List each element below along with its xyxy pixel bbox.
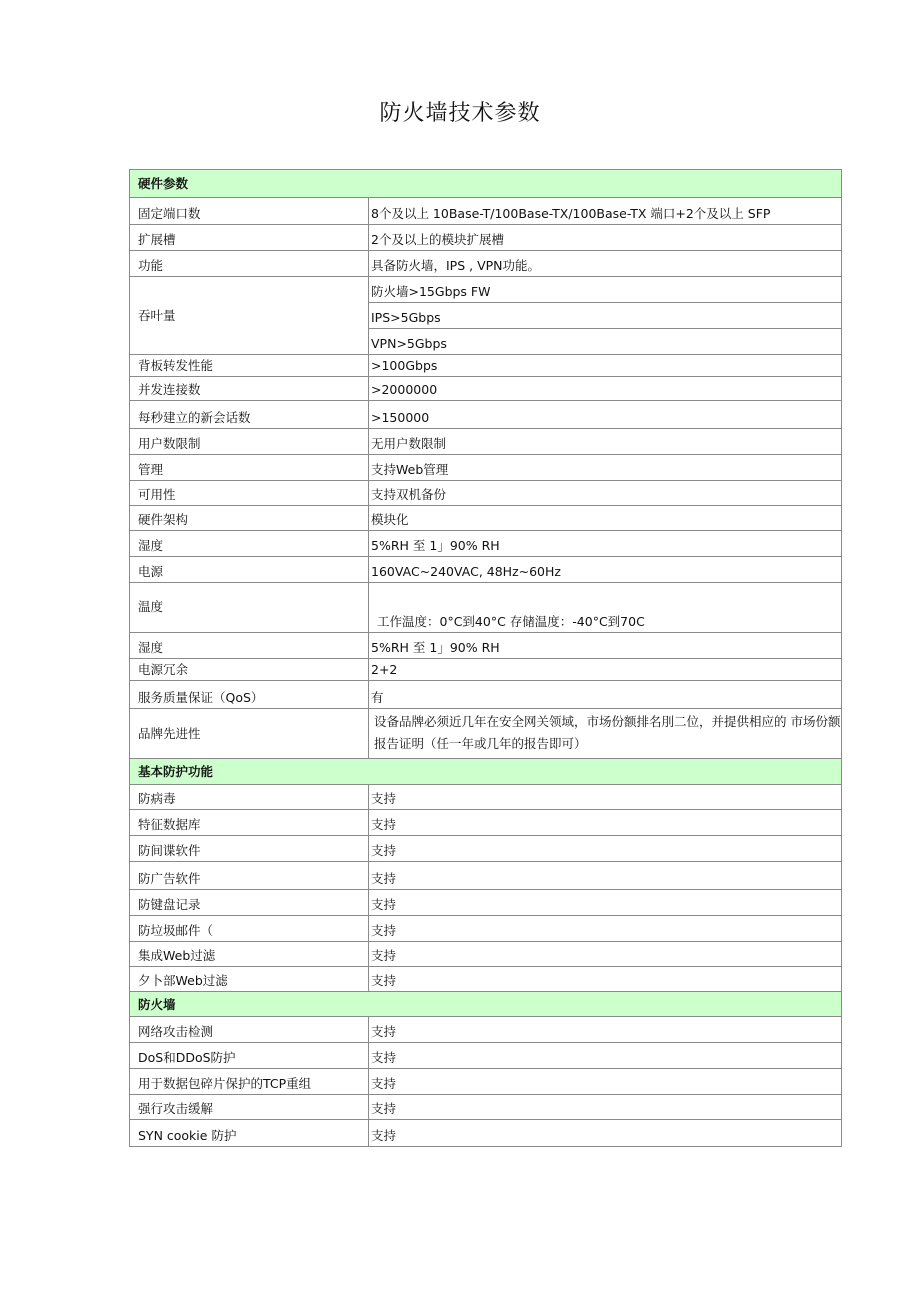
table-row bbox=[130, 916, 842, 942]
param-name: 每秒建立的新会话数 bbox=[130, 401, 369, 429]
table-row bbox=[130, 377, 842, 401]
param-value: >2000000 bbox=[369, 377, 842, 401]
param-value: 支持 bbox=[369, 916, 842, 942]
table-row bbox=[130, 481, 842, 506]
param-name: 温度 bbox=[130, 583, 369, 633]
table-row bbox=[130, 251, 842, 277]
param-name: 防广告软件 bbox=[130, 862, 369, 890]
table-row bbox=[130, 890, 842, 916]
param-value: 防火墙>15Gbps FW bbox=[369, 277, 842, 303]
table-row bbox=[130, 810, 842, 836]
param-value: 无用户数限制 bbox=[369, 429, 842, 455]
table-row bbox=[130, 1120, 842, 1147]
param-name: 用户数限制 bbox=[130, 429, 369, 455]
table-row bbox=[130, 659, 842, 681]
param-value: 工作温度：0°C到40°C 存储温度：-40°C到70C bbox=[369, 583, 842, 633]
param-name: 网络攻击检测 bbox=[130, 1017, 369, 1043]
param-name: 湿度 bbox=[130, 633, 369, 659]
table-row bbox=[130, 583, 842, 633]
param-name: 防病毒 bbox=[130, 785, 369, 810]
table-row bbox=[130, 557, 842, 583]
param-name: 硬件架构 bbox=[130, 506, 369, 531]
param-name: SYN cookie 防护 bbox=[130, 1120, 369, 1147]
param-value: 支持 bbox=[369, 890, 842, 916]
param-name: 功能 bbox=[130, 251, 369, 277]
param-value: 设备品牌必须近几年在安全网关领域，市场份额排名刖二位，并提供相应的 市场份额报告证明（任一年或几年的报告即可） bbox=[369, 709, 842, 759]
param-name: 用于数据包碎片保护的TCP重组 bbox=[130, 1069, 369, 1095]
param-value: 支持 bbox=[369, 1095, 842, 1120]
param-name: 背板转发性能 bbox=[130, 355, 369, 377]
table-row bbox=[130, 967, 842, 992]
param-value: 有 bbox=[369, 681, 842, 709]
table-row bbox=[130, 531, 842, 557]
param-name: 电源 bbox=[130, 557, 369, 583]
table-row bbox=[130, 1043, 842, 1069]
param-name: 可用性 bbox=[130, 481, 369, 506]
table-row bbox=[130, 836, 842, 862]
table-row bbox=[130, 942, 842, 967]
param-name: 湿度 bbox=[130, 531, 369, 557]
param-value: 支持 bbox=[369, 1120, 842, 1147]
table-row bbox=[130, 506, 842, 531]
param-value: IPS>5Gbps bbox=[369, 303, 842, 329]
param-value: 具备防火墙，IPS , VPN功能。 bbox=[369, 251, 842, 277]
param-value: 支持 bbox=[369, 836, 842, 862]
table-row bbox=[130, 355, 842, 377]
section-heading: 基本防护功能 bbox=[130, 759, 842, 785]
param-name: 电源冗余 bbox=[130, 659, 369, 681]
param-value: 支持 bbox=[369, 1069, 842, 1095]
param-name: 防间谍软件 bbox=[130, 836, 369, 862]
table-row bbox=[130, 1069, 842, 1095]
param-name: 夕卜部Web过滤 bbox=[130, 967, 369, 992]
table-row bbox=[130, 277, 842, 303]
param-name: 防键盘记录 bbox=[130, 890, 369, 916]
param-value: 支持Web管理 bbox=[369, 455, 842, 481]
param-name: DoS和DDoS防护 bbox=[130, 1043, 369, 1069]
param-value: >100Gbps bbox=[369, 355, 842, 377]
spec-table bbox=[129, 169, 842, 1147]
param-value: >150000 bbox=[369, 401, 842, 429]
table-row bbox=[130, 225, 842, 251]
section-heading: 防火墙 bbox=[130, 992, 842, 1017]
param-value: 支持 bbox=[369, 862, 842, 890]
param-name: 吞叶量 bbox=[130, 277, 369, 355]
param-value: 支持 bbox=[369, 785, 842, 810]
table-row bbox=[130, 455, 842, 481]
param-value: 2个及以上的模块扩展槽 bbox=[369, 225, 842, 251]
param-value: VPN>5Gbps bbox=[369, 329, 842, 355]
param-value: 支持 bbox=[369, 967, 842, 992]
section-header-firewall bbox=[130, 992, 842, 1017]
param-value: 2+2 bbox=[369, 659, 842, 681]
section-header-basic-protection bbox=[130, 759, 842, 785]
param-value: 5%RH 至 1」90% RH bbox=[369, 531, 842, 557]
param-value: 支持 bbox=[369, 1043, 842, 1069]
table-row bbox=[130, 1017, 842, 1043]
param-name: 管理 bbox=[130, 455, 369, 481]
param-name: 品牌先进性 bbox=[130, 709, 369, 759]
table-row bbox=[130, 633, 842, 659]
param-name: 扩展槽 bbox=[130, 225, 369, 251]
param-value: 160VAC~240VAC, 48Hz~60Hz bbox=[369, 557, 842, 583]
table-row bbox=[130, 785, 842, 810]
table-row bbox=[130, 429, 842, 455]
section-header-hardware bbox=[130, 170, 842, 198]
param-value: 支持 bbox=[369, 942, 842, 967]
param-value: 8个及以上 10Base-T/100Base-TX/100Base-TX 端口+2个及以上 SFP bbox=[369, 198, 842, 225]
section-heading: 硬件参数 bbox=[130, 170, 842, 198]
param-name: 集成Web过滤 bbox=[130, 942, 369, 967]
table-row bbox=[130, 709, 842, 759]
page-title: 防火墙技术参数 bbox=[379, 101, 541, 126]
param-name: 强行攻击缓解 bbox=[130, 1095, 369, 1120]
table-row bbox=[130, 681, 842, 709]
param-value: 5%RH 至 1」90% RH bbox=[369, 633, 842, 659]
param-name: 防垃圾邮件（ bbox=[130, 916, 369, 942]
param-name: 服务质量保证（QoS） bbox=[130, 681, 369, 709]
table-row bbox=[130, 1095, 842, 1120]
table-row bbox=[130, 401, 842, 429]
table-row bbox=[130, 862, 842, 890]
param-value: 支持 bbox=[369, 810, 842, 836]
param-name: 固定端口数 bbox=[130, 198, 369, 225]
param-value: 支持双机备份 bbox=[369, 481, 842, 506]
param-name: 并发连接数 bbox=[130, 377, 369, 401]
param-value: 模块化 bbox=[369, 506, 842, 531]
param-name: 特征数据库 bbox=[130, 810, 369, 836]
param-value: 支持 bbox=[369, 1017, 842, 1043]
table-row bbox=[130, 198, 842, 225]
